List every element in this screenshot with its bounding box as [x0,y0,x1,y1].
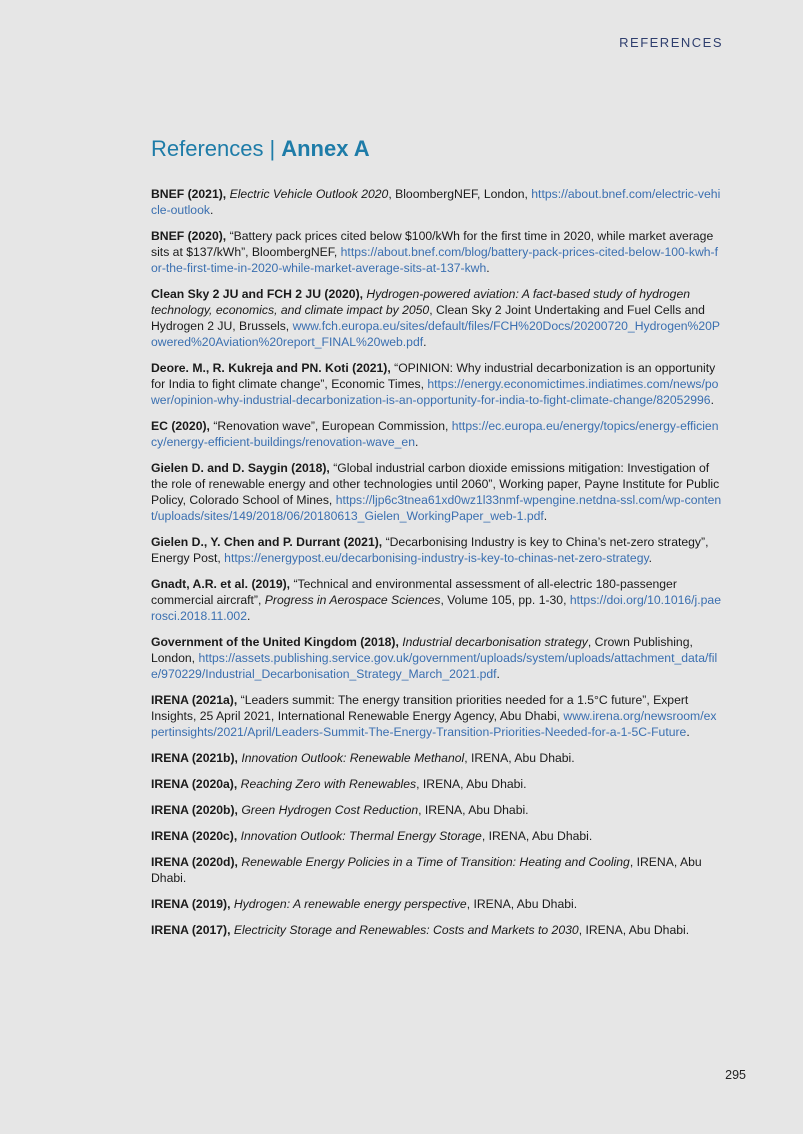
reference-label: IRENA (2017), [151,923,231,937]
reference-title: Innovation Outlook: Renewable Methanol [241,751,465,765]
reference-title: Reaching Zero with Renewables [240,777,417,791]
reference-title: Innovation Outlook: Thermal Energy Storage [240,829,482,843]
title-annex: Annex A [281,136,370,161]
running-header: REFERENCES [619,35,723,50]
reference-title: Hydrogen: A renewable energy perspective [233,897,467,911]
reference-text: “Technical and environmental assessment of all-electric 180-passenger commercial aircraft”, [151,577,677,607]
title-main: References [151,136,264,161]
reference-item [151,460,723,524]
reference-text: . [415,435,419,449]
reference-text: , IRENA, Abu Dhabi. [418,803,529,817]
reference-label: Gielen D. and D. Saygin (2018), [151,461,330,475]
reference-title: Progress in Aerospace Sciences [264,593,441,607]
reference-item [151,854,723,886]
reference-label: IRENA (2021a), [151,693,238,707]
reference-title: Electric Vehicle Outlook 2020 [229,187,389,201]
reference-link[interactable]: https://about.bnef.com/electric-vehicle-outlook [151,187,721,217]
reference-label: IRENA (2020c), [151,829,238,843]
reference-item [151,922,723,938]
reference-text: , IRENA, Abu Dhabi. [464,751,575,765]
reference-text: . [247,609,251,623]
reference-label: IRENA (2020a), [151,777,238,791]
title-separator: | [269,136,276,161]
page-number: 295 [725,1068,746,1082]
reference-link[interactable]: https://ec.europa.eu/energy/topics/energy-efficiency/energy-efficient-buildings/renovation-wave_en [151,419,719,449]
reference-text: , Clean Sky 2 Joint Undertaking and Fuel Cells and Hydrogen 2 JU, Brussels, [151,303,705,333]
reference-label: Deore. M., R. Kukreja and PN. Koti (2021), [151,361,391,375]
reference-text: , Crown Publishing, London, [151,635,693,665]
reference-item [151,576,723,624]
reference-item [151,186,723,218]
reference-item [151,534,723,566]
reference-text: , IRENA, Abu Dhabi. [481,829,593,843]
reference-label: Gielen D., Y. Chen and P. Durrant (2021), [151,535,383,549]
reference-item [151,418,723,450]
reference-label: EC (2020), [151,419,210,433]
reference-item [151,776,723,792]
reference-text: , BloombergNEF, London, [388,187,532,201]
reference-link[interactable]: www.irena.org/newsroom/expertinsights/2021/April/Leaders-Summit-The-Energy-Transition-Priorities-Needed-for-a-1-5C-Future [151,709,717,739]
reference-link[interactable]: https://ljp6c3tnea61xd0wz1l33nmf-wpengine.netdna-ssl.com/wp-content/uploads/sites/149/2018/06/20180613_Gielen_WorkingPaper_web-1.pdf [151,493,722,523]
reference-link[interactable]: https://doi.org/10.1016/j.paerosci.2018.11.002 [151,593,721,623]
reference-label: IRENA (2021b), [151,751,238,765]
reference-label: IRENA (2019), [151,897,231,911]
reference-text: . [423,335,427,349]
reference-link[interactable]: https://energy.economictimes.indiatimes.com/news/power/opinion-why-industrial-decarbonization-is-an-opportunity-for-india-to-fight-climate-change/82052996 [151,377,719,407]
reference-item [151,286,723,350]
reference-text: . [543,509,548,523]
reference-text: . [209,203,214,217]
reference-label: BNEF (2020), [151,229,227,243]
reference-item [151,692,723,740]
reference-link[interactable]: https://assets.publishing.service.gov.uk/government/uploads/system/uploads/attachment_data/file/970229/Industrial_Decarbonisation_Strategy_March_2021.pdf [151,651,718,681]
reference-text: , IRENA, Abu Dhabi. [578,923,690,937]
page-title [151,136,370,162]
reference-item [151,228,723,276]
reference-text: “Global industrial carbon dioxide emissions mitigation: Investigation of the role of renewable energy and other technologies until 2060”, Working paper, Payne Institute for Public Policy, Colorado School of Mines, [151,461,720,507]
reference-title: Green Hydrogen Cost Reduction [241,803,419,817]
reference-text: . [710,393,714,407]
reference-text: , IRENA, Abu Dhabi. [416,777,527,791]
reference-text: , Volume 105, pp. 1-30, [440,593,570,607]
reference-label: Government of the United Kingdom (2018), [151,635,399,649]
reference-title: Hydrogen-powered aviation: A fact-based study of hydrogen technology, economics, and climate impact by 2050 [151,287,691,317]
reference-text: “Battery pack prices cited below $100/kWh for the first time in 2020, while market average sits at $137/kWh”, BloombergNEF, [151,229,714,259]
reference-text: . [686,725,690,739]
reference-list [151,186,723,948]
reference-item [151,360,723,408]
reference-label: Clean Sky 2 JU and FCH 2 JU (2020), [151,287,364,301]
reference-link[interactable]: https://about.bnef.com/blog/battery-pack-prices-cited-below-100-kwh-for-the-first-time-in-2020-while-market-average-sits-at-137-kwh [151,245,718,275]
reference-item [151,896,723,912]
reference-text: “Renovation wave”, European Commission, [209,419,452,433]
reference-text: , IRENA, Abu Dhabi. [151,855,702,885]
reference-text: . [648,551,653,565]
reference-text: “Leaders summit: The energy transition priorities needed for a 1.5°C future”, Expert Insights, 25 April 2021, International Renewable Energy Agency, Abu Dhabi, [151,693,689,723]
reference-link[interactable]: www.fch.europa.eu/sites/default/files/FCH%20Docs/20200720_Hydrogen%20Powered%20Aviation%20report_FINAL%20web.pdf [151,319,721,349]
reference-label: IRENA (2020b), [151,803,238,817]
reference-title: Electricity Storage and Renewables: Costs and Markets to 2030 [233,923,579,937]
reference-text: . [496,667,500,681]
reference-item [151,828,723,844]
reference-title: Industrial decarbonisation strategy [402,635,588,649]
reference-text: . [486,261,490,275]
reference-link[interactable]: https://energypost.eu/decarbonising-industry-is-key-to-chinas-net-zero-strategy [224,551,649,565]
reference-label: BNEF (2021), [151,187,227,201]
reference-item [151,750,723,766]
reference-text: , IRENA, Abu Dhabi. [466,897,578,911]
reference-label: Gnadt, A.R. et al. (2019), [151,577,291,591]
reference-title: Renewable Energy Policies in a Time of Transition: Heating and Cooling [241,855,630,869]
reference-text: “OPINION: Why industrial decarbonization is an opportunity for India to fight climate change”, Economic Times, [151,361,716,391]
reference-item [151,802,723,818]
reference-item [151,634,723,682]
reference-label: IRENA (2020d), [151,855,238,869]
reference-text: “Decarbonising Industry is key to China’s net-zero strategy”, Energy Post, [151,535,709,565]
